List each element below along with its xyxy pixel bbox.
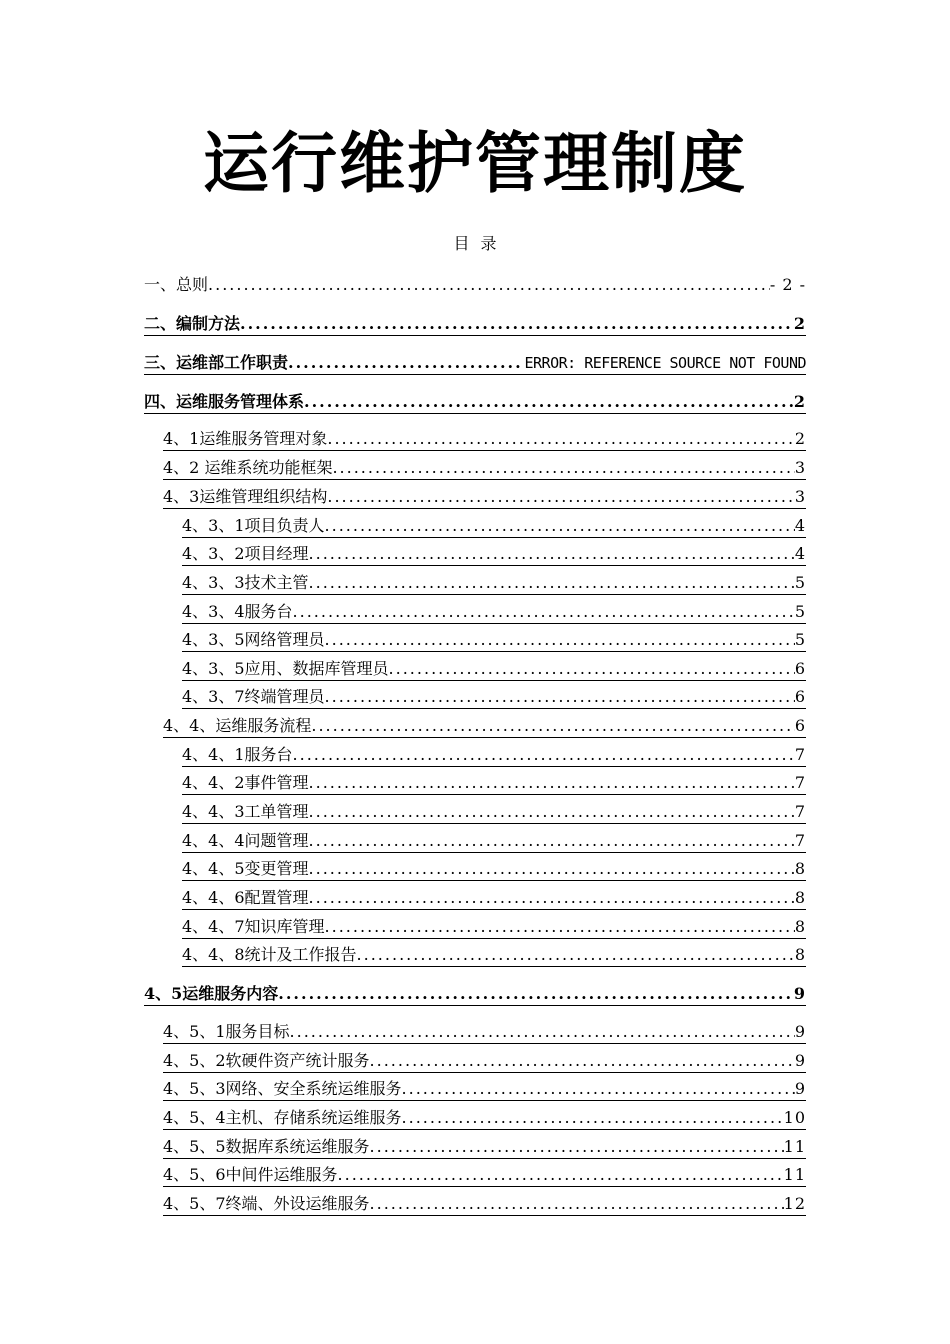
toc-entry-4-4[interactable] xyxy=(163,715,806,738)
toc-entry-page: 10 xyxy=(783,1108,806,1127)
toc-leader-dots xyxy=(357,944,795,966)
toc-entry-label: 四、运维服务管理体系 xyxy=(144,392,305,411)
toc-entry-page: 9 xyxy=(793,984,806,1003)
toc-entry-page: 7 xyxy=(794,773,806,792)
toc-leader-dots xyxy=(338,1164,784,1186)
toc-leader-dots xyxy=(370,1193,784,1215)
toc-leader-dots xyxy=(208,274,770,296)
toc-entry-4-5-7[interactable] xyxy=(163,1193,806,1216)
toc-entry-duties[interactable] xyxy=(144,352,806,375)
toc-entry-method[interactable] xyxy=(144,313,806,336)
toc-entry-label: 4、3、2项目经理 xyxy=(182,544,309,563)
toc-entry-page: 6 xyxy=(794,659,806,678)
toc-entry-general[interactable] xyxy=(144,274,806,296)
toc-leader-dots xyxy=(402,1107,784,1129)
toc-entry-label: 二、编制方法 xyxy=(144,314,241,333)
toc-entry-4-4-8[interactable] xyxy=(182,944,806,967)
toc-entry-label: 4、4、8统计及工作报告 xyxy=(182,945,357,964)
toc-leader-dots xyxy=(304,391,794,413)
toc-entry-page: ERROR: REFERENCE SOURCE NOT FOUND xyxy=(524,354,806,372)
toc-entry-page: 7 xyxy=(794,745,806,764)
toc-entry-4-2[interactable] xyxy=(163,457,806,480)
toc-entry-label: 4、5、6中间件运维服务 xyxy=(163,1165,338,1184)
toc-entry-page: 6 xyxy=(794,716,806,735)
toc-entry-label: 4、4、5变更管理 xyxy=(182,859,309,878)
toc-leader-dots xyxy=(370,1136,784,1158)
toc-entry-4-3-1[interactable] xyxy=(182,515,806,538)
toc-entry-page: 7 xyxy=(794,831,806,850)
toc-entry-4-3-7[interactable] xyxy=(182,686,806,709)
toc-entry-4-5-5[interactable] xyxy=(163,1136,806,1159)
toc-leader-dots xyxy=(240,313,794,335)
toc-entry-4-1[interactable] xyxy=(163,428,806,451)
toc-entry-page: 11 xyxy=(783,1165,806,1184)
toc-leader-dots xyxy=(309,772,795,794)
toc-leader-dots xyxy=(309,858,795,880)
toc-leader-dots xyxy=(389,658,795,680)
toc-leader-dots xyxy=(325,916,795,938)
toc-entry-label: 一、总则 xyxy=(144,275,209,294)
toc-entry-label: 4、5、7终端、外设运维服务 xyxy=(163,1194,370,1213)
toc-entry-4-4-3[interactable] xyxy=(182,801,806,824)
toc-entry-page: 3 xyxy=(794,458,806,477)
toc-entry-4-5-1[interactable] xyxy=(163,1021,806,1044)
toc-leader-dots xyxy=(332,457,794,479)
toc-entry-label: 4、5、1服务目标 xyxy=(163,1022,290,1041)
toc-entry-4-5-2[interactable] xyxy=(163,1050,806,1073)
toc-entry-page: 6 xyxy=(794,687,806,706)
toc-entry-page: 11 xyxy=(783,1137,806,1156)
toc-leader-dots xyxy=(309,887,795,909)
toc-entry-4-4-7[interactable] xyxy=(182,916,806,939)
toc-entry-page: 4 xyxy=(794,544,806,563)
toc-entry-4-3-2[interactable] xyxy=(182,543,806,566)
toc-entry-4-5-3[interactable] xyxy=(163,1078,806,1101)
toc-entry-label: 4、3、5应用、数据库管理员 xyxy=(182,659,389,678)
toc-leader-dots xyxy=(327,428,794,450)
toc-leader-dots xyxy=(293,744,795,766)
toc-entry-page: 8 xyxy=(794,917,806,936)
toc-leader-dots xyxy=(288,352,524,374)
toc-entry-4-3-4[interactable] xyxy=(182,601,806,624)
toc-entry-label: 4、5、4主机、存储系统运维服务 xyxy=(163,1108,402,1127)
toc-entry-page: 7 xyxy=(794,802,806,821)
toc-entry-4-5[interactable] xyxy=(144,983,806,1006)
toc-entry-page: 2 xyxy=(793,314,806,333)
toc-entry-label: 4、3运维管理组织结构 xyxy=(163,487,328,506)
toc-leader-dots xyxy=(325,686,795,708)
toc-entry-label: 4、4、2事件管理 xyxy=(182,773,309,792)
toc-entry-4-5-6[interactable] xyxy=(163,1164,806,1187)
toc-entry-label: 4、5运维服务内容 xyxy=(144,984,279,1003)
toc-leader-dots xyxy=(309,830,795,852)
toc-entry-label: 4、5、3网络、安全系统运维服务 xyxy=(163,1079,402,1098)
toc-entry-label: 4、3、1项目负责人 xyxy=(182,516,325,535)
toc-entry-label: 4、5、2软硬件资产统计服务 xyxy=(163,1051,370,1070)
toc-entry-label: 4、3、4服务台 xyxy=(182,602,293,621)
toc-entry-page: - 2 - xyxy=(769,275,806,294)
toc-leader-dots xyxy=(278,983,794,1005)
toc-entry-label: 三、运维部工作职责 xyxy=(144,353,289,372)
toc-entry-page: 8 xyxy=(794,859,806,878)
toc-entry-page: 5 xyxy=(794,602,806,621)
toc-entry-page: 9 xyxy=(794,1022,806,1041)
toc-entry-label: 4、1运维服务管理对象 xyxy=(163,429,328,448)
toc-entry-4-4-5[interactable] xyxy=(182,858,806,881)
toc-entry-label: 4、4、4问题管理 xyxy=(182,831,309,850)
toc-entry-label: 4、3、7终端管理员 xyxy=(182,687,325,706)
toc-entry-4-3[interactable] xyxy=(163,486,806,509)
toc-entry-page: 2 xyxy=(794,429,806,448)
toc-entry-page: 2 xyxy=(793,392,806,411)
toc-entry-page: 4 xyxy=(794,516,806,535)
toc-entry-page: 12 xyxy=(783,1194,806,1213)
toc-entry-4-3-3[interactable] xyxy=(182,572,806,595)
document-title: 运行维护管理制度 xyxy=(203,124,747,202)
toc-entry-page: 9 xyxy=(794,1079,806,1098)
toc-entry-page: 5 xyxy=(794,573,806,592)
toc-entry-4-5-4[interactable] xyxy=(163,1107,806,1130)
toc-entry-label: 4、4、7知识库管理 xyxy=(182,917,325,936)
toc-leader-dots xyxy=(370,1050,795,1072)
toc-entry-label: 4、4、6配置管理 xyxy=(182,888,309,907)
toc-entry-label: 4、3、3技术主管 xyxy=(182,573,309,592)
toc-entry-page: 3 xyxy=(794,487,806,506)
toc-entry-label: 4、4、3工单管理 xyxy=(182,802,309,821)
toc-entry-4-3-5[interactable] xyxy=(182,629,806,652)
toc-entry-page: 5 xyxy=(794,630,806,649)
toc-entry-4-4-6[interactable] xyxy=(182,887,806,910)
toc-leader-dots xyxy=(290,1021,795,1043)
toc-leader-dots xyxy=(325,629,795,651)
toc-heading: 目 录 xyxy=(453,234,497,253)
toc-entry-system[interactable] xyxy=(144,391,806,414)
toc-leader-dots xyxy=(293,601,795,623)
toc-entry-label: 4、3、5网络管理员 xyxy=(182,630,325,649)
toc-entry-label: 4、4、1服务台 xyxy=(182,745,293,764)
toc-leader-dots xyxy=(327,486,794,508)
toc-entry-4-4-1[interactable] xyxy=(182,744,806,767)
toc-leader-dots xyxy=(325,515,795,537)
toc-entry-page: 9 xyxy=(794,1051,806,1070)
toc-leader-dots xyxy=(402,1078,795,1100)
toc-entry-4-4-4[interactable] xyxy=(182,830,806,853)
toc-entry-page: 8 xyxy=(794,945,806,964)
toc-leader-dots xyxy=(311,715,794,737)
toc-entry-4-4-2[interactable] xyxy=(182,772,806,795)
toc-entry-label: 4、2 运维系统功能框架 xyxy=(163,458,333,477)
toc-entry-label: 4、5、5数据库系统运维服务 xyxy=(163,1137,370,1156)
toc-entry-label: 4、4、运维服务流程 xyxy=(163,716,312,735)
toc-entry-4-3-5b[interactable] xyxy=(182,658,806,681)
toc-entry-page: 8 xyxy=(794,888,806,907)
toc-leader-dots xyxy=(309,543,795,565)
toc-leader-dots xyxy=(309,572,795,594)
toc-leader-dots xyxy=(309,801,795,823)
